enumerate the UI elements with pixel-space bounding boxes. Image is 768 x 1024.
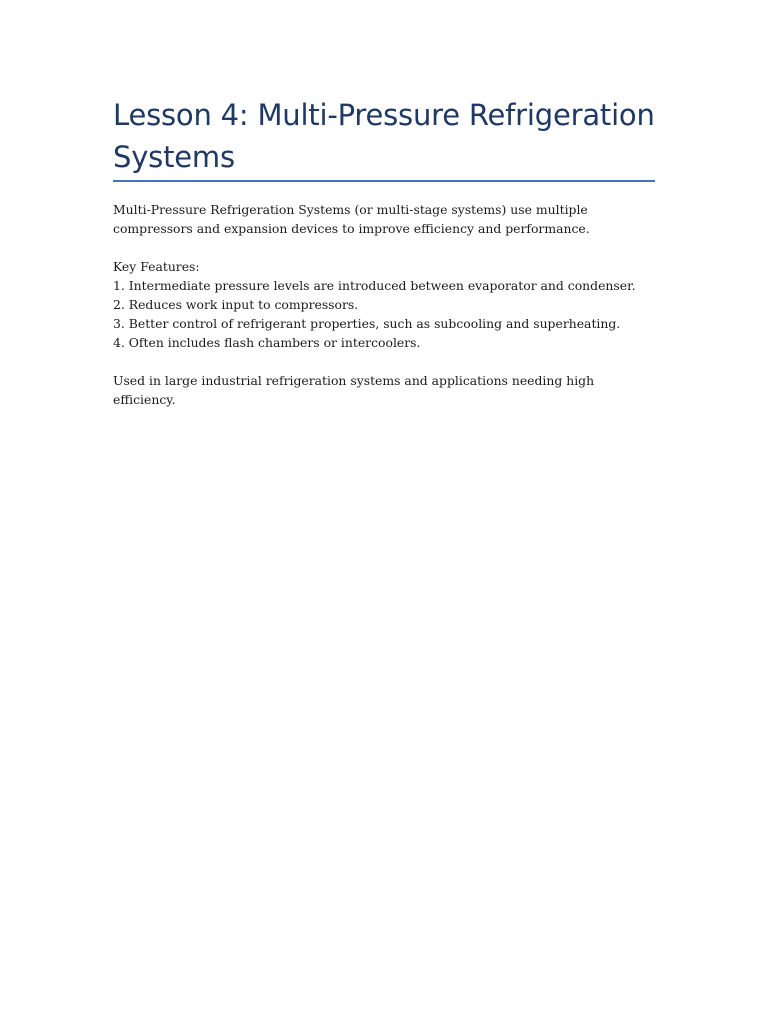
key-features-label: Key Features: <box>113 259 200 274</box>
list-item: 2. Reduces work input to compressors. <box>113 297 359 312</box>
list-item: 3. Better control of refrigerant properties, such as subcooling and superheating. <box>113 316 621 331</box>
conclusion-paragraph: Used in large industrial refrigeration systems and applications needing high efficiency. <box>113 373 595 407</box>
paragraph-spacer <box>113 238 658 257</box>
page-title: Lesson 4: Multi-Pressure Refrigeration Systems <box>113 98 655 174</box>
title-underline <box>113 180 655 182</box>
document-body <box>113 200 658 409</box>
list-item: 1. Intermediate pressure levels are introduced between evaporator and condenser. <box>113 278 636 293</box>
intro-paragraph: Multi-Pressure Refrigeration Systems (or multi-stage systems) use multiple compressors and expansion devices to improve efficiency and performance. <box>113 202 590 236</box>
paragraph-spacer <box>113 352 658 371</box>
list-item: 4. Often includes flash chambers or intercoolers. <box>113 335 421 350</box>
key-features-list <box>113 276 658 352</box>
